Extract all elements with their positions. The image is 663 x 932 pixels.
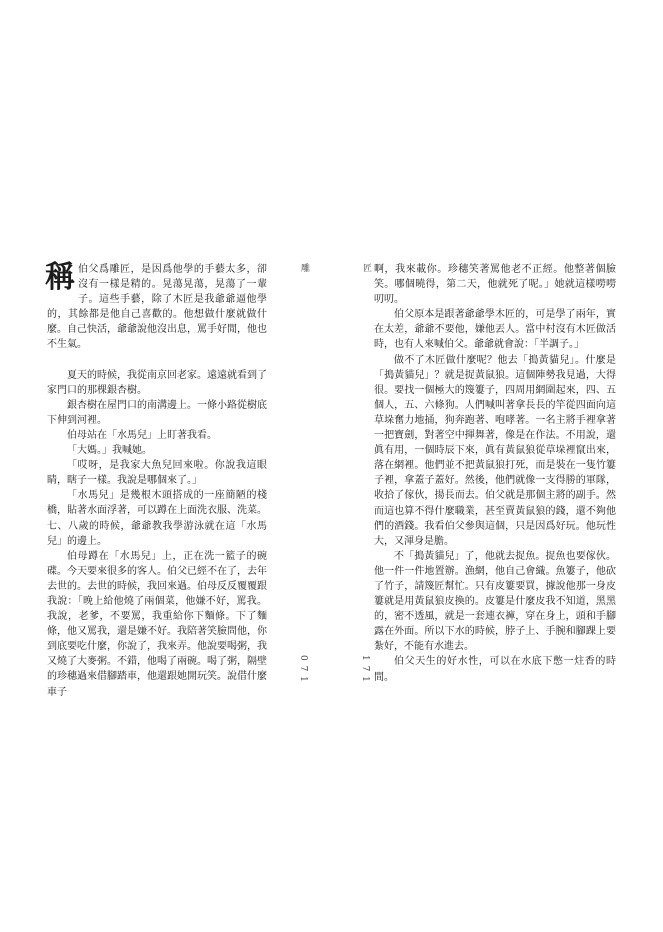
paragraph: 「哎呀，是我家大魚兒回來啦。你說我這眼睛，瞎子一樣。我說是哪個來了。」 [47,460,267,487]
paragraph: 伯母站在「水馬兒」上盯著我看。 [67,429,217,441]
paragraph: 做不了木匠做什麼呢？他去「搗黃貓兒」。什麼是「搗黃貓兒」？就是捉黃鼠狼。這個陣勢我見過，大得很。要找一個極大的篾簍子，四周用網圍起來，四、五個人，五、六條狗。人們喊叫著拿長長的竿從四面向這草垛奮力地捅，狗奔跑著、咆哮著。一名主將手裡拿著一把寶劍，對著空中揮舞著，像是在作法。不用說，還眞有用，一個時辰下來，眞有黃鼠狼從草垛裡竄出來，落在網裡。他們並不把黃鼠狼打死，而是裝在一隻竹簍子裡，拿蓋子蓋好。然後，他們就像一支得勝的軍隊，收拾了傢伙，揚長而去。伯父就是那個主將的副手。然而這也算不得什麼職業，甚至賣黃鼠狼的錢，還不夠他們的酒錢。我看伯父參與這個，只是因爲好玩。他玩性大，又渾身是膽。 [374,354,616,547]
running-header-chapter: 匠 [361,263,371,273]
paragraph: 伯父天生的好水性，可以在水底下憋一炷香的時間。 [374,656,616,683]
paragraph: 「水馬兒」是幾根木頭搭成的一座簡陋的棧橋，貼著水面浮著，可以蹲在上面洗衣服、洗菜。七、八歲的時候，爺爺教我學游泳就在這「水馬兒」的邊上。 [47,490,267,547]
page-number-left: 0 7 1 [298,655,308,683]
page-number-right: 1 7 1 [360,655,370,683]
right-page-text [374,262,616,685]
paragraph: 「大媽。」我喊她。 [67,445,152,457]
paragraph: 銀杏樹在屋門口的南溝邊上。一條小路從樹底下伸到河裡。 [47,399,267,426]
drop-cap: 稱 [45,260,75,295]
left-page-text [47,262,267,700]
paragraph: 夏天的時候，我從南京回老家。遠遠就看到了家門口的那棵銀杏樹。 [47,369,267,396]
section-break [47,353,267,368]
opening-paragraph [47,262,267,353]
paragraph: 不「搗黃貓兒」了，他就去捉魚。捉魚也要傢伙。他一件一件地置辦。漁網，他自己會織。魚簍子，他砍了竹子，請篾匠幫忙。只有皮簍要買，據說他那一身皮簍就是用黃鼠狼皮換的。皮簍是什麼皮我不知道，黑黑的，密不透風，就是一套連衣褲，穿在身上，頭和手腳露在外面。所以下水的時候，脖子上、手腕和腳踝上要紮好，不能有水進去。 [374,550,616,653]
running-header-book: 雕 [299,263,309,273]
paragraph: 伯父原本是跟著爺爺學木匠的，可是學了兩年，實在太差，爺爺不要他，嫌他丟人。當中村沒有木匠做活時，也有人來喊伯父。爺爺就會說：「半調子。」 [374,309,616,351]
paragraph-text: 伯父爲雕匠，是因爲他學的手藝太多，卻沒有一樣是精的。晃蕩晃蕩，晃蕩了一輩子。這些手藝，除了木匠是我爺爺逼他學的，其餘都是他自己喜歡的。他想做什麼就做什麼。自己快活，爺爺說他沒出息，罵手好閒，他也不生氣。 [47,264,267,351]
paragraph-continued: 啊，我來載你。珍穗笑著罵他老不正經。他整著個臉笑。哪個曉得，第二天，他就死了呢。」她就這樣嘮嘮叨叨。 [374,264,616,306]
paragraph: 伯母蹲在「水馬兒」上，正在洗一籃子的碗碟。今天要來很多的客人。伯父已經不在了，去年去世的。去世的時候，我回來過。伯母反反覆覆跟我說：「晚上給他燒了兩個菜，他嫌不好，罵我。我說，老爹，不要罵，我重給你下麵條。下了麵條，他又罵我，還是嫌不好。我陪著笑臉問他，你到底要吃什麼，你說了，我來弄。他說要喝粥，我又燒了大麥粥。不錯，他喝了兩碗。喝了粥，隔壁的珍穗過來借腳踏車，他還跟她開玩笑。說借什麼車子 [47,550,267,698]
